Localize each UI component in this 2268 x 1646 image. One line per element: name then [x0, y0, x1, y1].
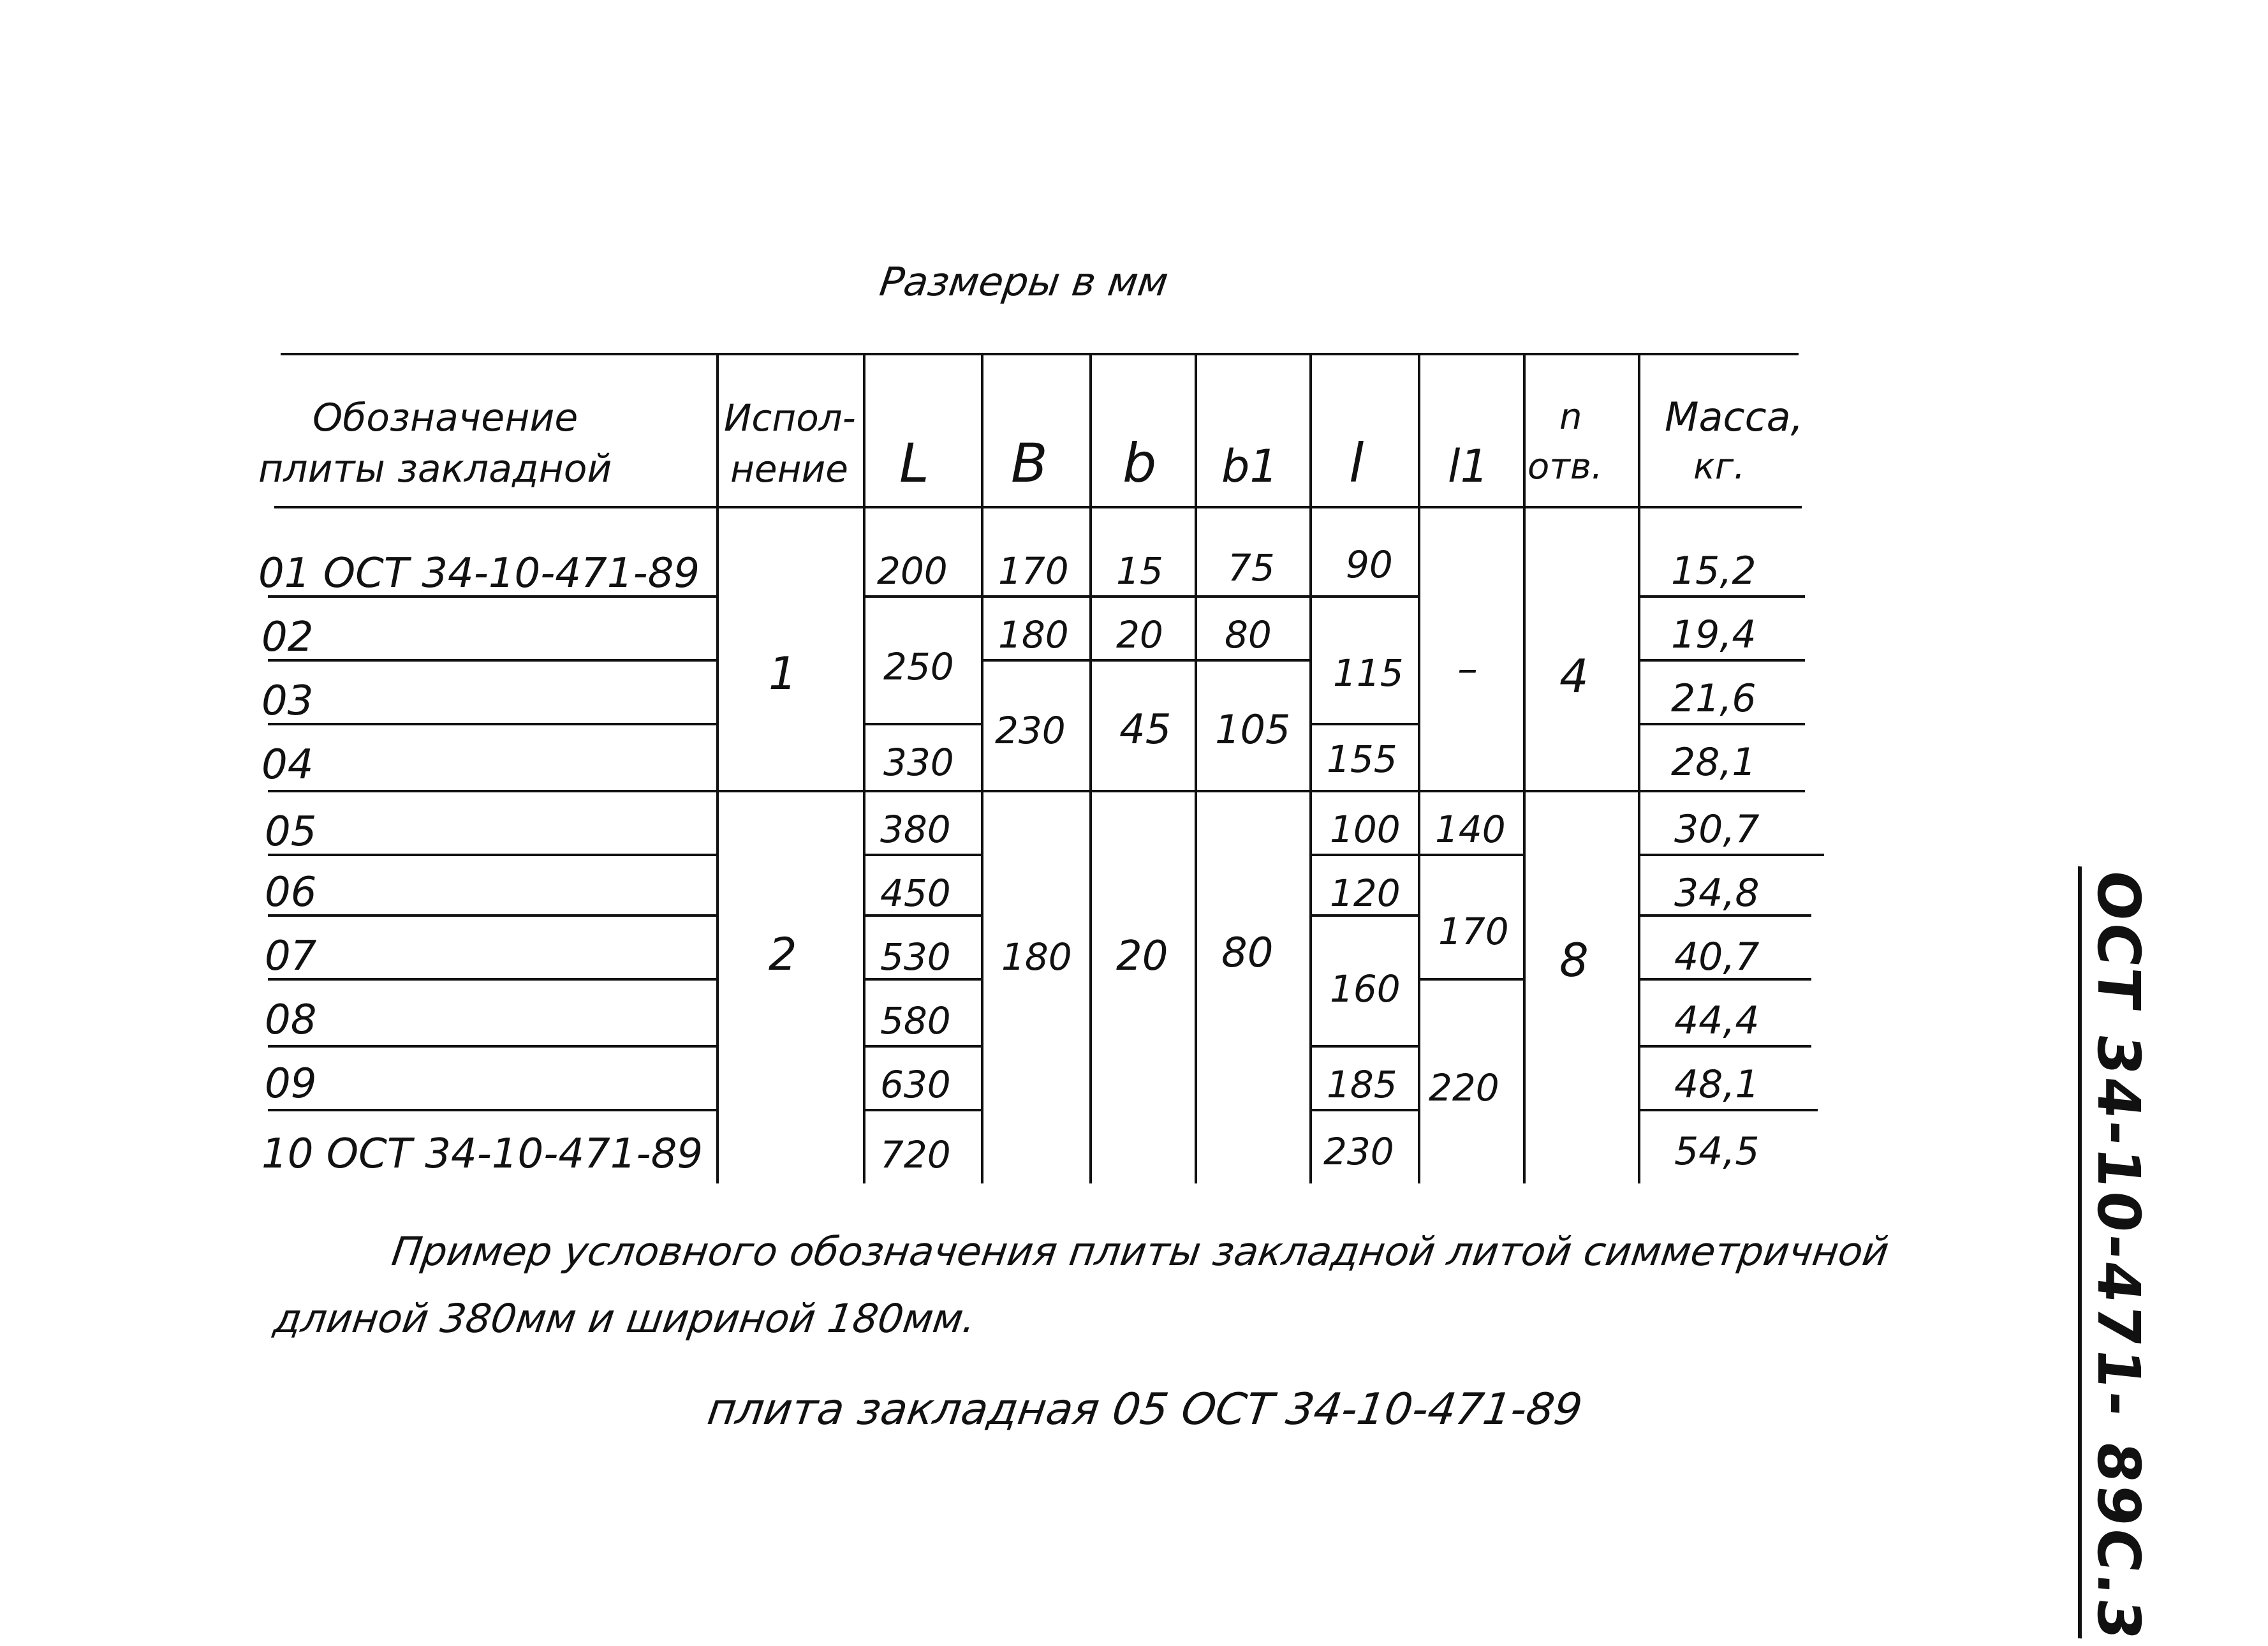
l-cell: 155	[1327, 738, 1397, 781]
b-cell: 45	[1119, 706, 1172, 753]
L-cell: 380	[880, 808, 951, 851]
header-b: b	[1123, 432, 1157, 494]
header-holes-1: n	[1559, 396, 1582, 438]
header-mass-1: Масса,	[1665, 394, 1804, 440]
L-cell: 720	[880, 1133, 951, 1176]
L-cell: 630	[880, 1063, 951, 1106]
l-cell: 160	[1330, 967, 1401, 1011]
designation-cell: 05	[265, 808, 317, 856]
designation-cell: 02	[261, 614, 314, 661]
L-cell: 530	[880, 935, 951, 979]
B-cell: 180	[1001, 935, 1072, 979]
b1-cell: 105	[1215, 706, 1291, 753]
l-cell: 100	[1330, 808, 1401, 851]
b-cell: 20	[1116, 933, 1168, 980]
mass-cell: 34,8	[1674, 871, 1760, 916]
l-cell: 115	[1333, 651, 1404, 695]
mass-cell: 30,7	[1674, 807, 1760, 852]
b1-cell: 75	[1228, 546, 1275, 589]
B-cell: 180	[998, 613, 1069, 656]
mass-cell: 19,4	[1671, 612, 1756, 657]
header-L: L	[899, 432, 929, 494]
mass-cell: 15,2	[1671, 549, 1756, 593]
document-number-stamp	[2079, 866, 2156, 1646]
l-cell: 230	[1323, 1130, 1394, 1173]
b-cell: 15	[1116, 549, 1163, 593]
mass-cell: 44,4	[1674, 998, 1760, 1043]
designation-cell: 08	[265, 997, 317, 1044]
mass-cell: 28,1	[1671, 740, 1756, 785]
b1-cell: 80	[1221, 930, 1274, 977]
header-mass-2: кг.	[1693, 446, 1746, 487]
mass-cell: 40,7	[1674, 935, 1760, 979]
version-cell: 1	[769, 648, 797, 700]
L-cell: 200	[877, 549, 948, 593]
document-number-text: ОСТ 34-10-471- 89С.3	[2078, 866, 2153, 1646]
holes-cell: 4	[1559, 649, 1589, 703]
mass-cell: 54,5	[1674, 1129, 1760, 1174]
header-B: B	[1011, 432, 1048, 494]
l1-cell: 140	[1435, 808, 1506, 851]
header-designation-1: Обозначение	[313, 396, 578, 440]
l-cell: 120	[1330, 871, 1401, 915]
note-line-1: Пример условного обозначения плиты закладной литой симметричной	[388, 1228, 1892, 1275]
L-cell: 330	[883, 741, 954, 784]
designation-cell: 04	[261, 741, 314, 789]
header-l: l	[1349, 432, 1364, 494]
L-cell: 580	[880, 999, 951, 1042]
version-cell: 2	[769, 928, 797, 981]
header-version-1: Испол-	[724, 396, 856, 440]
header-b1: b1	[1221, 440, 1278, 493]
header-designation-2: плиты закладной	[258, 447, 612, 491]
B-cell: 230	[995, 709, 1066, 752]
L-cell: 250	[883, 645, 954, 688]
l1-cell: 170	[1438, 910, 1509, 953]
designation-cell: 07	[265, 933, 317, 980]
designation-cell: 10 ОСТ 34-10-471-89	[261, 1131, 703, 1178]
designation-cell: 06	[265, 869, 317, 916]
holes-cell: 8	[1559, 933, 1589, 987]
dimensions-caption: Размеры в мм	[876, 258, 1172, 305]
l1-cell: 220	[1429, 1066, 1499, 1109]
designation-cell: 03	[261, 678, 314, 725]
mass-cell: 48,1	[1674, 1062, 1760, 1107]
B-cell: 170	[998, 549, 1069, 593]
mass-cell: 21,6	[1671, 676, 1756, 721]
designation-cell: 09	[265, 1060, 317, 1108]
header-holes-2: отв.	[1528, 446, 1603, 487]
header-version-2: нение	[730, 447, 848, 491]
l1-cell: –	[1457, 646, 1478, 693]
b1-cell: 80	[1225, 613, 1272, 656]
L-cell: 450	[880, 871, 951, 915]
note-line-2: длиной 380мм и шириной 180мм.	[270, 1295, 979, 1342]
b-cell: 20	[1116, 613, 1163, 656]
header-l1: l1	[1448, 440, 1489, 493]
l-cell: 185	[1327, 1063, 1397, 1106]
designation-cell: 01 ОСТ 34-10-471-89	[258, 550, 700, 597]
example-designation: плита закладная 05 ОСТ 34-10-471-89	[704, 1384, 1586, 1435]
l-cell: 90	[1346, 543, 1393, 586]
